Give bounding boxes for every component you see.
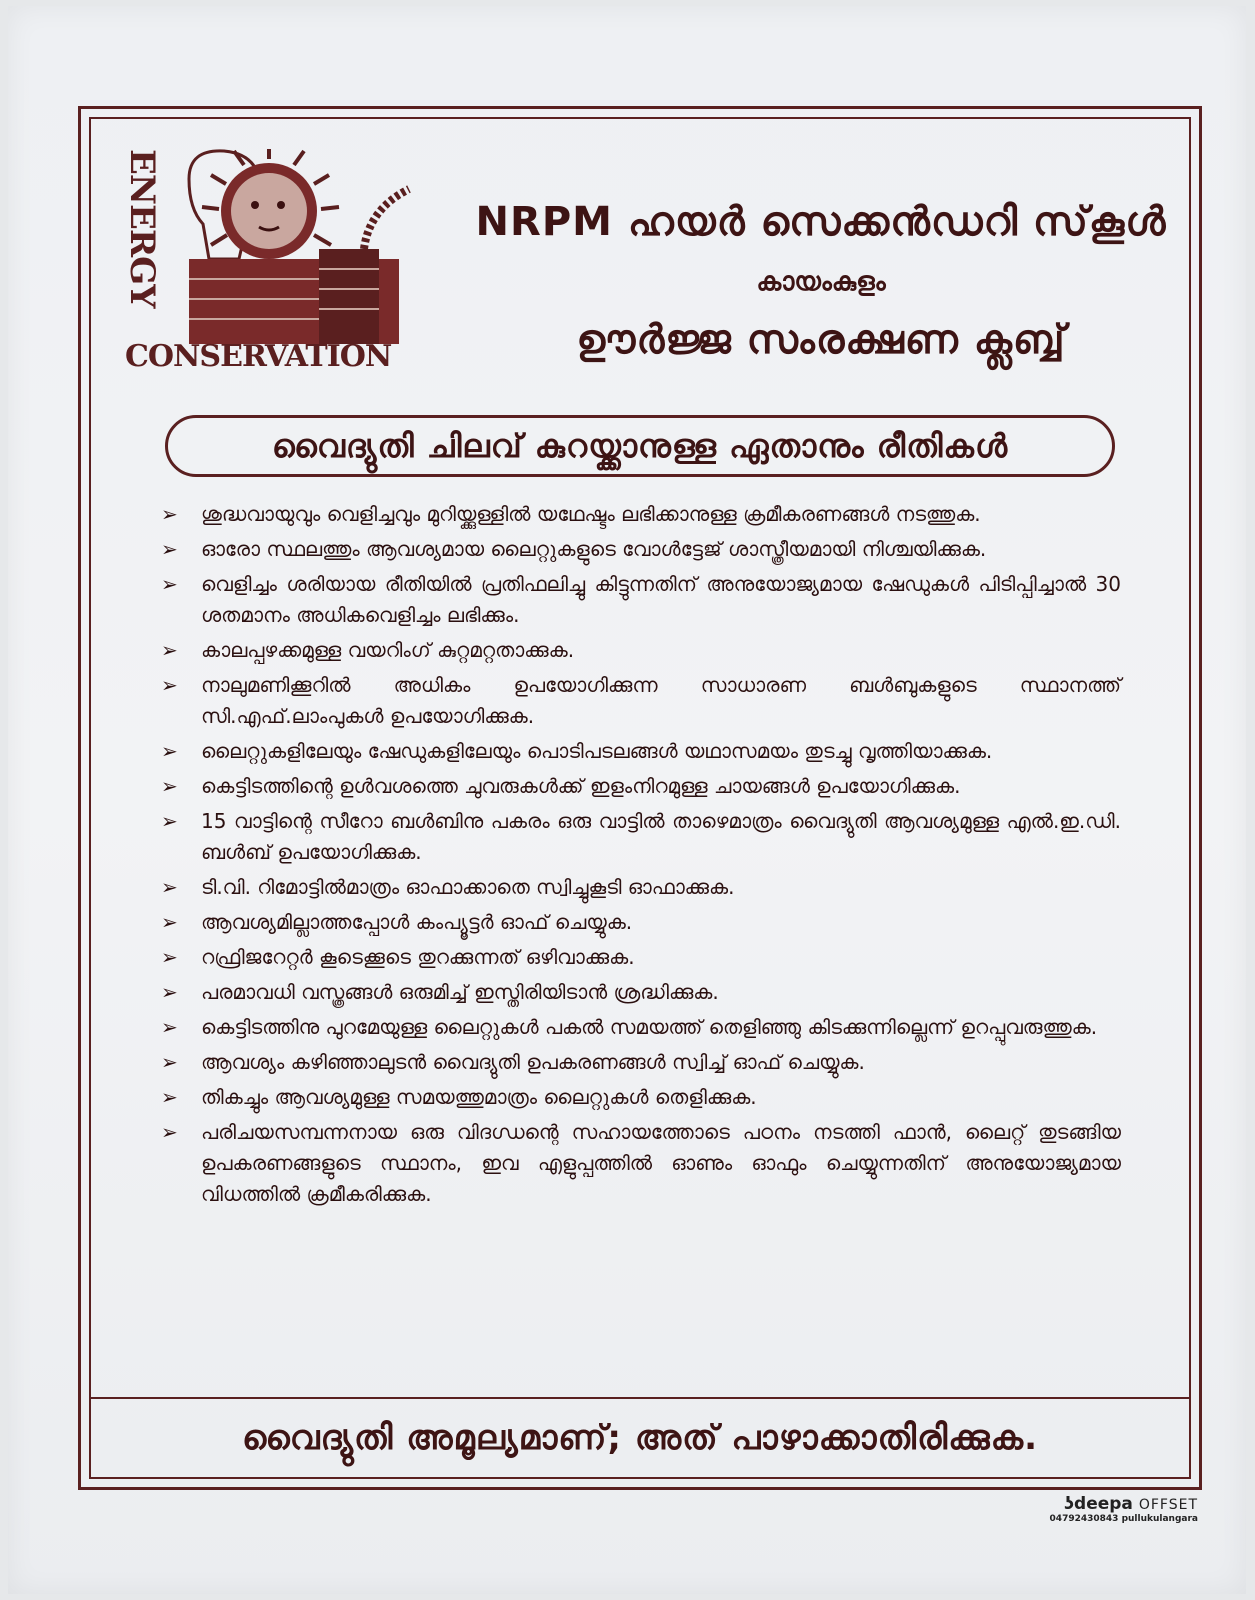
poster-frame: [78, 106, 1202, 1490]
bullet-arrow-icon: ➢: [161, 638, 178, 662]
bullet-arrow-icon: ➢: [161, 910, 178, 934]
tip-text: പരമാവധി വസ്ത്രങ്ങൾ ഒരുമിച്ച് ഇസ്തിരിയിടാൻ ശ്രദ്ധിക്കുക.: [201, 980, 719, 1004]
tip-item: [161, 736, 1121, 767]
club-name: ഊർജ്ജ സംരക്ഷണ ക്ലബ്ബ്: [576, 317, 1066, 363]
tip-text: കെട്ടിടത്തിനു പുറമേയുള്ള ലൈറ്റുകൾ പകൽ സമയത്ത് തെളിഞ്ഞു കിടക്കുന്നില്ലെന്ന് ഉറപ്പുവരുത്തുക.: [201, 1015, 1098, 1039]
bullet-arrow-icon: ➢: [161, 875, 178, 899]
tips-heading-box: [165, 415, 1115, 477]
tip-text: പരിചയസമ്പന്നനായ ഒരു വിദഗ്ധന്റെ സഹായത്തോടെ പഠനം നടത്തി ഫാൻ, ലൈറ്റ് തുടങ്ങിയ ഉപകരണങ്ങളുടെ സ്ഥാനം, ഇവ എളുപ്പത്തിൽ ഓണും ഓഫും ചെയ്യുന്നതിന് അനുയോജ്യമായ വിധത്തിൽ ക്രമീകരിക്കുക.: [201, 1120, 1121, 1206]
bullet-arrow-icon: ➢: [161, 537, 178, 561]
tip-text: തികച്ചും ആവശ്യമുള്ള സമയത്തുമാത്രം ലൈറ്റുകൾ തെളിക്കുക.: [201, 1085, 757, 1109]
bullet-arrow-icon: ➢: [161, 945, 178, 969]
logo-vertical-text: ENERGY: [122, 149, 162, 308]
tip-item: [161, 1117, 1121, 1210]
footer-slogan: വൈദ്യുതി അമൂല്യമാണ്; അത് പാഴാക്കാതിരിക്കുക.: [241, 1418, 1039, 1458]
bullet-arrow-icon: ➢: [161, 739, 178, 763]
tip-item: [161, 806, 1121, 868]
tip-item: [161, 942, 1121, 973]
tip-text: നാലുമണിക്കൂറിൽ അധികം ഉപയോഗിക്കുന്ന സാധാരണ ബൾബുകളുടെ സ്ഥാനത്ത് സി.എഫ്.ലാംപുകൾ ഉപയോഗിക്കുക.: [201, 673, 1121, 728]
bullet-arrow-icon: ➢: [161, 502, 178, 526]
tip-text: 15 വാട്ടിന്റെ സീറോ ബൾബിനു പകരം ഒരു വാട്ടിൽ താഴെമാത്രം വൈദ്യുതി ആവശ്യമുള്ള എൽ.ഇ.ഡി. ബൾബ് ഉപയോഗിക്കുക.: [201, 809, 1121, 864]
tip-text: ലൈറ്റുകളിലേയും ഷേഡുകളിലേയും പൊടിപടലങ്ങൾ യഥാസമയം തുടച്ചു വൃത്തിയാക്കുക.: [201, 739, 993, 763]
tip-text: ആവശ്യം കഴിഞ്ഞാലുടൻ വൈദ്യുതി ഉപകരണങ്ങൾ സ്വിച്ച് ഓഫ് ചെയ്യുക.: [201, 1050, 865, 1074]
tip-item: [161, 907, 1121, 938]
tip-item: [161, 771, 1121, 802]
bullet-arrow-icon: ➢: [161, 1085, 178, 1109]
tip-item: [161, 499, 1121, 530]
tip-item: [161, 1047, 1121, 1078]
school-name: NRPM ഹയർ സെക്കൻഡറി സ്‌കൂൾ: [475, 199, 1167, 245]
energy-conservation-logo: [122, 149, 425, 379]
tip-text: കെട്ടിടത്തിന്റെ ഉൾവശത്തെ ചുവരുകൾക്ക് ഇളംനിറമുള്ള ചായങ്ങൾ ഉപയോഗിക്കുക.: [201, 774, 961, 798]
sun-battery-icon: [169, 149, 419, 349]
printer-credit: [1048, 1494, 1198, 1524]
poster-header: [91, 119, 1189, 409]
tip-text: വെളിച്ചം ശരിയായ രീതിയിൽ പ്രതിഫലിച്ചു കിട്ടുന്നതിന് അനുയോജ്യമായ ഷേഡുകൾ പിടിപ്പിച്ചാൽ 30 ശതമാനം അധികവെളിച്ചം ലഭിക്കും.: [201, 572, 1121, 627]
printer-phone: 04792430843: [1049, 1514, 1119, 1524]
tip-text: ടി.വി. റിമോട്ടിൽമാത്രം ഓഫാക്കാതെ സ്വിച്ചുകൂടി ഓഫാക്കുക.: [201, 875, 735, 899]
tip-item: [161, 872, 1121, 903]
logo-bottom-text: CONSERVATION: [125, 339, 392, 374]
bullet-arrow-icon: ➢: [161, 809, 178, 833]
tip-item: [161, 569, 1121, 631]
tip-item: [161, 670, 1121, 732]
printer-name: [1048, 1494, 1198, 1514]
bullet-arrow-icon: ➢: [161, 572, 178, 596]
bullet-arrow-icon: ➢: [161, 1015, 178, 1039]
tip-text: ആവശ്യമില്ലാത്തപ്പോൾ കംപ്യൂട്ടർ ഓഫ് ചെയ്യുക.: [201, 910, 633, 934]
tips-list: [161, 499, 1121, 1214]
poster-sheet: [8, 6, 1246, 1594]
bullet-arrow-icon: ➢: [161, 1050, 178, 1074]
printer-logo-mark: ʖ: [1064, 1494, 1075, 1514]
bullet-arrow-icon: ➢: [161, 774, 178, 798]
tip-text: ഓരോ സ്ഥലത്തും ആവശ്യമായ ലൈറ്റുകളുടെ വോൾട്ടേജ് ശാസ്ത്രീയമായി നിശ്ചയിക്കുക.: [201, 537, 987, 561]
tip-item: [161, 534, 1121, 565]
footer-box: [91, 1397, 1189, 1477]
printer-location: pullukulangara: [1121, 1514, 1198, 1524]
tips-heading: വൈദ്യുതി ചിലവ് കുറയ്ക്കാനുള്ള ഏതാനും രീതികൾ: [271, 426, 1009, 465]
school-place: കായംകുളം: [756, 267, 886, 297]
bullet-arrow-icon: ➢: [161, 673, 178, 697]
tip-item: [161, 1082, 1121, 1113]
printer-contact: [1048, 1514, 1198, 1524]
printer-name-text: deepa: [1074, 1494, 1133, 1514]
tip-item: [161, 1012, 1121, 1043]
bullet-arrow-icon: ➢: [161, 980, 178, 1004]
tip-text: ശുദ്ധവായുവും വെളിച്ചവും മുറിയ്ക്കുള്ളിൽ യഥേഷ്ടം ലഭിക്കാനുള്ള ക്രമീകരണങ്ങൾ നടത്തുക.: [201, 502, 981, 526]
poster-frame-inner: [89, 117, 1191, 1479]
tip-item: [161, 977, 1121, 1008]
bullet-arrow-icon: ➢: [161, 1120, 178, 1144]
tip-text: റഫ്രിജറേറ്റർ കൂടെക്കൂടെ തുറക്കുന്നത് ഒഴിവാക്കുക.: [201, 945, 635, 969]
printer-suffix: OFFSET: [1138, 1497, 1198, 1513]
tip-text: കാലപ്പഴക്കമുള്ള വയറിംഗ് കുറ്റമറ്റതാക്കുക.: [201, 638, 575, 662]
tip-item: [161, 635, 1121, 666]
